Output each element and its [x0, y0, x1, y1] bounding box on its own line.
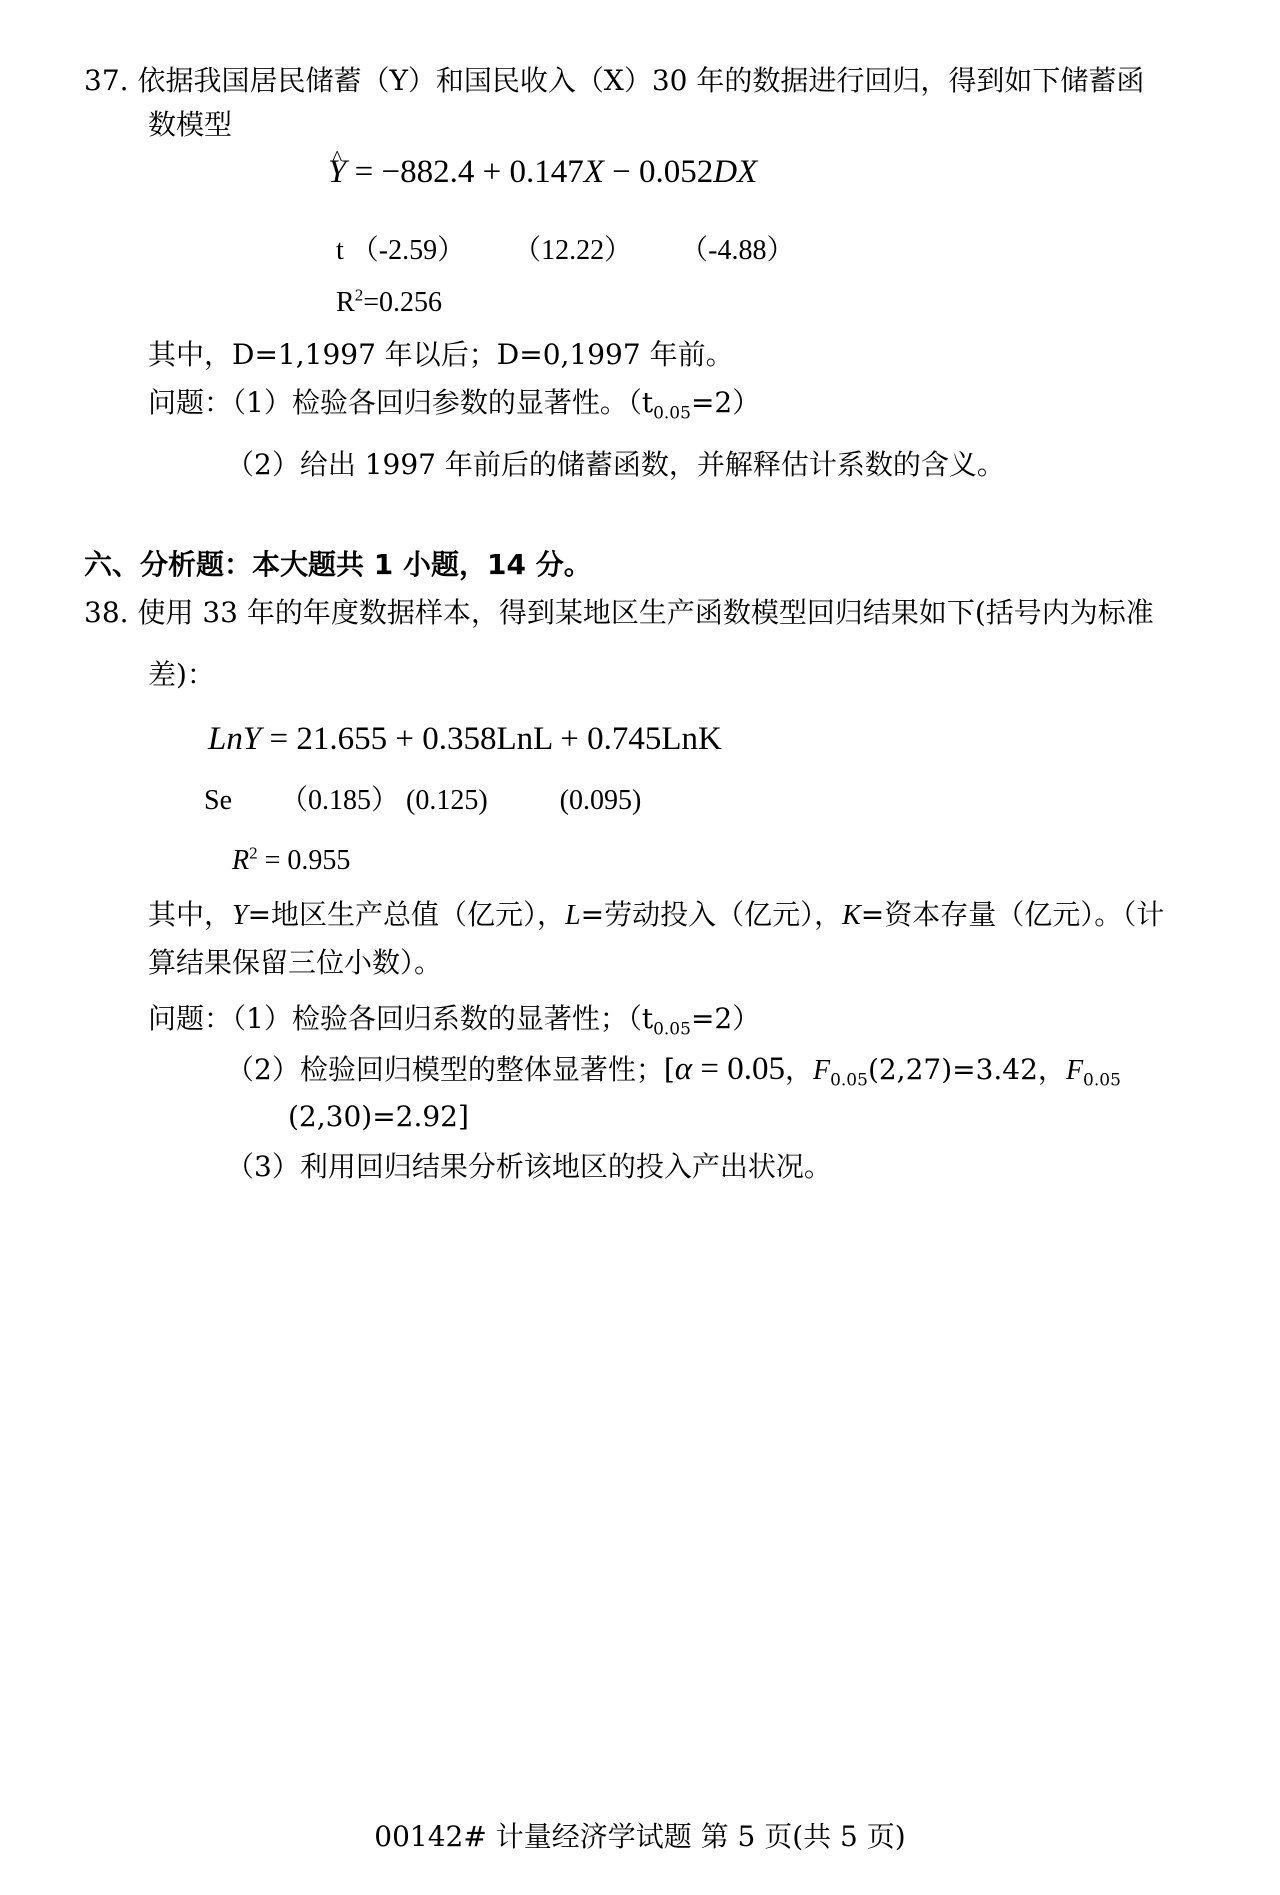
q38-rounding-note: 算结果保留三位小数）。 — [148, 946, 443, 979]
q37-intro-text: 依据我国居民储蓄（Y）和国民收入（X）30 年的数据进行回归，得到如下储蓄函 — [137, 64, 1145, 97]
q37-intro-line2: 数模型 — [148, 108, 233, 141]
q38-question-2-cont: (2,30)=2.92] — [288, 1100, 469, 1133]
se-label: Se — [204, 785, 232, 816]
q37-dummy-note: 其中，D=1,1997 年以后；D=0,1997 年前。 — [148, 338, 734, 371]
q37-r-squared: $R^2=0.256$ — [336, 285, 442, 318]
q38-intro-line2: 差)： — [148, 658, 215, 691]
q38-eq-rhs: = 21.655 + 0.358LnL + 0.745LnK — [261, 721, 722, 757]
se-1: （0.185） — [280, 785, 400, 816]
t-label: t — [336, 235, 344, 266]
se-2: (0.125) — [406, 785, 488, 816]
q38-intro-line1 — [84, 596, 1154, 630]
q37-equation — [328, 155, 757, 189]
q38-question-3: （3）利用回归结果分析该地区的投入产出状况。 — [226, 1150, 832, 1183]
q38-variable-definitions: 其中，Y=地区生产总值（亿元），L=劳动投入（亿元），K=资本存量（亿元）。（计 — [148, 898, 1165, 931]
q38-number: 38. — [84, 596, 129, 629]
t-stat-3: （-4.88） — [680, 235, 795, 266]
q38-eq-lhs: LnY — [208, 721, 262, 757]
q37-number: 37. — [84, 64, 129, 97]
q37-intro-line1 — [84, 64, 1144, 98]
q37-question-1: 问题：（1）检验各回归参数的显著性。$(t_{0.05}=2)$ — [148, 386, 761, 424]
se-3: (0.095) — [559, 785, 642, 816]
q38-r-squared: $R^2 = 0.955$ — [232, 843, 351, 876]
q38-question-2: （2）检验回归模型的整体显著性；[α = 0.05，$F_{0.05}(2,27)=3.42$，$F_{0.05}$ — [226, 1051, 1121, 1091]
q37-eq-rhs: = −882.4 + 0.147 — [346, 154, 584, 190]
q37-eq-x: X — [583, 154, 604, 190]
t-stat-1: （-2.59） — [350, 235, 466, 266]
y-hat-symbol: ^ Y — [328, 155, 346, 189]
q38-standard-errors — [204, 784, 641, 818]
q38-equation — [208, 722, 722, 756]
alpha-symbol: α — [674, 1051, 693, 1087]
q37-t-stats — [336, 234, 794, 268]
q37-eq-minus: − 0.052 — [603, 154, 714, 190]
q37-question-2: （2）给出 1997 年前后的储蓄函数，并解释估计系数的含义。 — [226, 448, 1005, 481]
q38-question-1: 问题：（1）检验各回归系数的显著性；$(t_{0.05}=2)$ — [148, 1002, 761, 1040]
q37-eq-dx: DX — [713, 154, 758, 190]
t-stat-2: （12.22） — [513, 235, 633, 266]
q38-intro-text: 使用 33 年的年度数据样本，得到某地区生产函数模型回归结果如下(括号内为标准 — [137, 596, 1154, 629]
section-heading: 六、分析题：本大题共 1 小题，14 分。 — [84, 548, 592, 581]
page-footer: 00142# 计量经济学试题 第 5 页(共 5 页) — [374, 1820, 906, 1853]
